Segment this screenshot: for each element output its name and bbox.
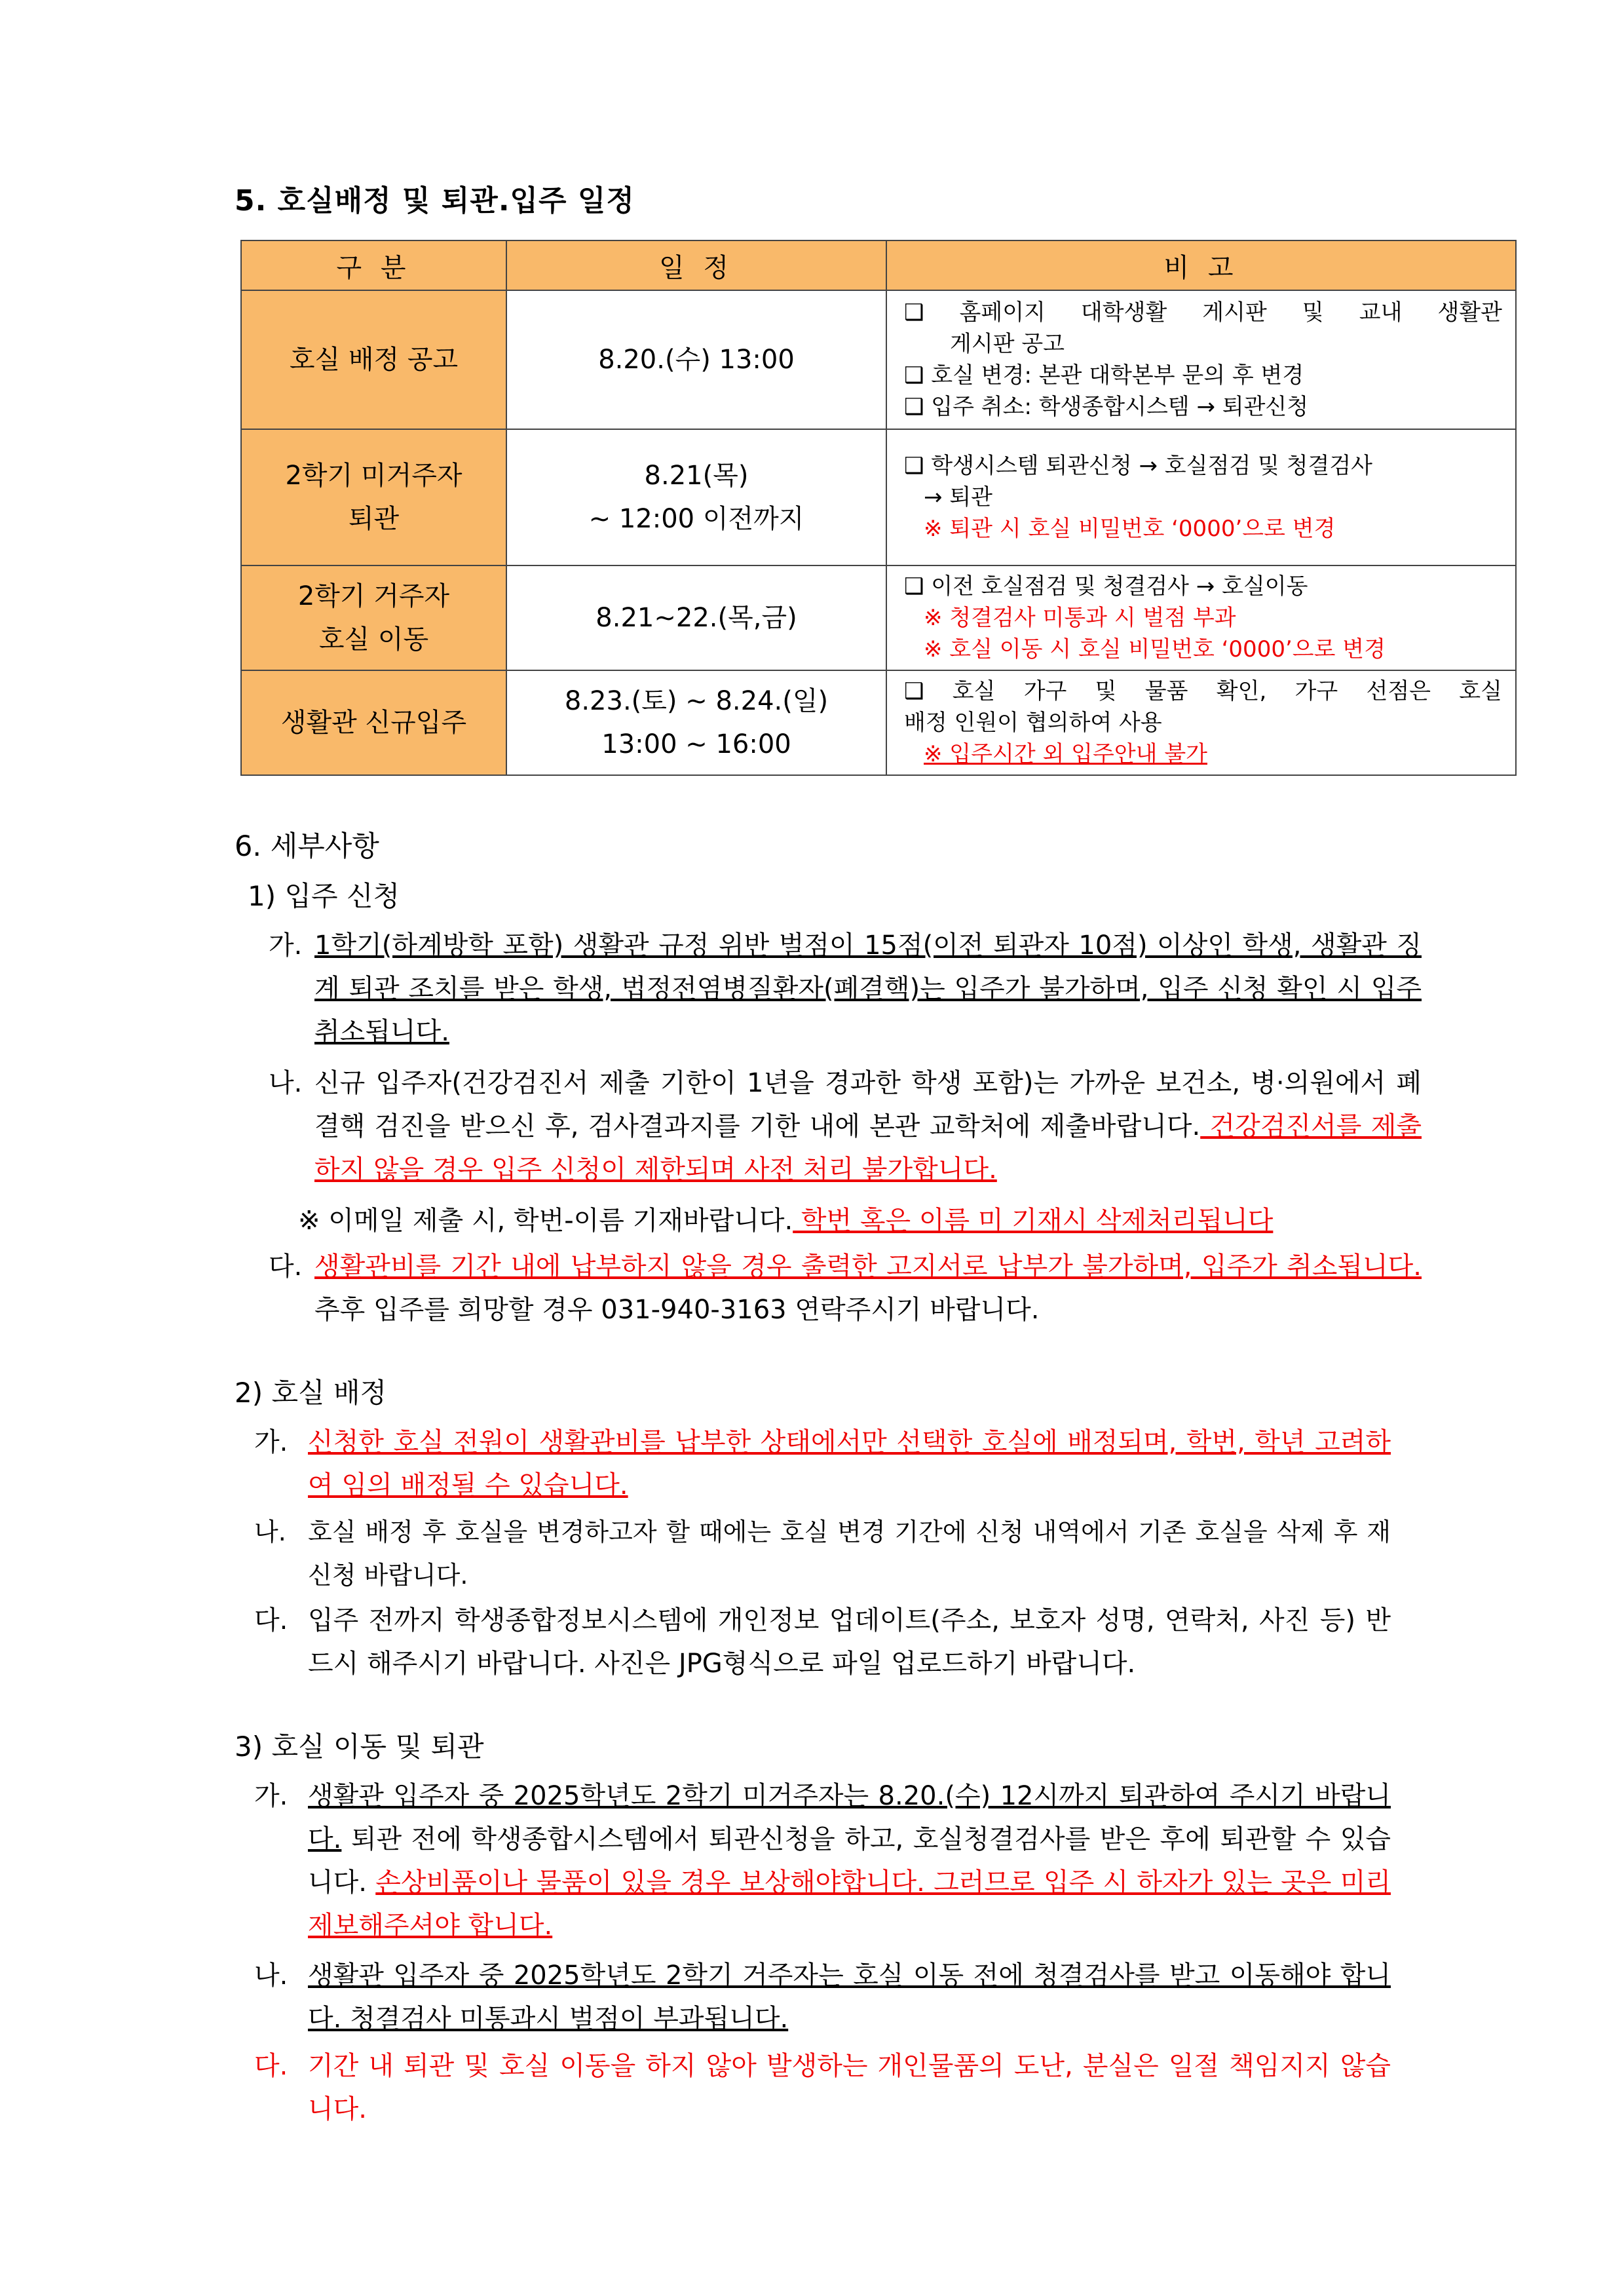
row-category: 호실 배정 공고 xyxy=(241,290,506,429)
item-text-part: 신규 입주자(건강검진서 제출 기한이 1년을 경과한 학생 포함)는 가까운 보건소, 병·의원에서 폐결핵 검진을 받으신 후, xyxy=(314,1068,1422,1141)
item-text: 1학기(하계방학 포함) 생활관 규정 위반 벌점이 15점(이전 퇴관자 10점) 이상인 학생, 생활관 징계 퇴관 조치를 받은 학생, 법정전염병질환자(폐결핵)는 입주가 불가하며, 입주 신청 확인 시 입주 취소됩니다. xyxy=(314,930,1422,1047)
header-remarks: 비 고 xyxy=(886,240,1516,290)
date-line: 8.23.(토) ~ 8.24.(일) xyxy=(564,686,829,716)
header-category: 구 분 xyxy=(241,240,506,290)
list-item xyxy=(254,1954,1391,2040)
category-line: 호실 이동 xyxy=(318,624,429,655)
item-text: 신청한 호실 전원이 생활관비를 납부한 상태에서만 선택한 호실에 배정되며, 학번, 학년 고려하여 임의 배정될 수 있습니다. xyxy=(308,1427,1391,1501)
item-label: 다. xyxy=(269,1252,303,1282)
item-text-part: 생활관 입주자 중 2025학년도 2학기 미거주자는 8.20.(수) 12시까지 퇴관하여 주시기 바랍니다. xyxy=(308,1781,1391,1854)
table-row xyxy=(241,429,1516,565)
table-row xyxy=(241,290,1516,429)
date-line: ~ 12:00 이전까지 xyxy=(588,504,804,534)
note-line: ❑ 학생시스템 퇴관신청 → 호실점검 및 청결검사 xyxy=(904,453,1373,479)
list-item xyxy=(254,1599,1391,1685)
date-line: 13:00 ~ 16:00 xyxy=(601,729,791,759)
note-line: 게시판 공고 xyxy=(950,331,1065,357)
note-line: → 퇴관 xyxy=(924,484,992,510)
subsection-title: 2) 호실 배정 xyxy=(235,1377,387,1409)
row-date: 8.21~22.(목,금) xyxy=(506,565,886,670)
item-label: 나. xyxy=(254,1961,288,1991)
note-line: ❑ 호실 가구 및 물품 확인, 가구 선점은 호실 xyxy=(904,678,1502,704)
row-category: 생활관 신규입주 xyxy=(241,670,506,775)
subsection-title: 1) 입주 신청 xyxy=(248,880,400,912)
email-note xyxy=(298,1199,1273,1242)
table-row xyxy=(241,565,1516,670)
row-date xyxy=(506,429,886,565)
row-category xyxy=(241,565,506,670)
item-text-part: 검사결과지를 기한 내에 본관 교학처에 제출바랍니다. xyxy=(588,1111,1201,1141)
item-text: 호실 배정 후 호실을 변경하고자 할 때에는 호실 변경 기간에 신청 내역에서 기존 호실을 삭제 후 재신청 바랍니다. xyxy=(308,1518,1391,1590)
header-schedule: 일 정 xyxy=(506,240,886,290)
row-notes xyxy=(886,670,1516,775)
item-text: 입주 전까지 학생종합정보시스템에 개인정보 업데이트(주소, 보호자 성명, 연락처, 사진 등) 반드시 해주시기 바랍니다. 사진은 JPG형식으로 파일 업로드하기 바랍니다. xyxy=(308,1605,1391,1679)
list-item xyxy=(269,1245,1422,1331)
list-item xyxy=(254,2044,1391,2131)
note-line: ※ 청결검사 미통과 시 벌점 부과 xyxy=(924,605,1236,631)
note-line: ※ 퇴관 시 호실 비밀번호 ‘0000’으로 변경 xyxy=(924,516,1336,542)
list-item xyxy=(254,1421,1391,1507)
item-label: 나. xyxy=(269,1068,303,1098)
category-line: 2학기 미거주자 xyxy=(285,461,463,491)
list-item xyxy=(254,1774,1391,1947)
note-line: ※ 호실 이동 시 호실 비밀번호 ‘0000’으로 변경 xyxy=(924,636,1386,662)
row-notes xyxy=(886,565,1516,670)
schedule-table xyxy=(240,240,1517,776)
item-label: 가. xyxy=(269,930,303,961)
item-label: 다. xyxy=(254,1605,288,1636)
item-text xyxy=(314,1062,1422,1191)
item-label: 가. xyxy=(254,1781,288,1811)
table-row xyxy=(241,670,1516,775)
row-date: 8.20.(수) 13:00 xyxy=(506,290,886,429)
item-label: 가. xyxy=(254,1427,288,1457)
category-line: 2학기 거주자 xyxy=(297,581,450,611)
note-line: ❑ 이전 호실점검 및 청결검사 → 호실이동 xyxy=(904,573,1308,600)
list-item xyxy=(269,924,1422,1054)
note-line: ❑ 입주 취소: 학생종합시스템 → 퇴관신청 xyxy=(904,394,1309,420)
row-notes xyxy=(886,429,1516,565)
row-date xyxy=(506,670,886,775)
row-category xyxy=(241,429,506,565)
date-line: 8.21(목) xyxy=(644,461,749,491)
item-text-part: 퇴관 전에 학생종합시스템에서 퇴관신청을 하고, 호실청결검사를 받은 후에 퇴관할 수 있습니다. xyxy=(308,1824,1391,1898)
item-text: 생활관 입주자 중 2025학년도 2학기 거주자는 호실 이동 전에 청결검사를 받고 이동해야 합니다. 청결검사 미통과시 벌점이 부과됩니다. xyxy=(308,1961,1391,2034)
item-text-warning: 건강검진서를 제출하지 않을 경우 입주 신청이 제한되며 사전 처리 불가합니다. xyxy=(314,1111,1422,1185)
item-text-warning: 생활관비를 기간 내에 납부하지 않을 경우 출력한 고지서로 납부가 불가하며, 입주가 취소됩니다. xyxy=(314,1252,1422,1282)
note-line: ❑ 홈페이지 대학생활 게시판 및 교내 생활관 xyxy=(904,299,1502,326)
item-text-warning: 손상비품이나 물품이 있을 경우 보상해야합니다. 그러므로 입주 시 하자가 있는 곳은 미리 제보해주셔야 합니다. xyxy=(308,1867,1391,1941)
note-line: 배정 인원이 협의하여 사용 xyxy=(904,710,1162,736)
note-text: ※ 이메일 제출 시, 학번-이름 기재바랍니다. xyxy=(298,1206,793,1236)
subsection-title: 3) 호실 이동 및 퇴관 xyxy=(235,1731,484,1763)
note-line: ❑ 호실 변경: 본관 대학본부 문의 후 변경 xyxy=(904,362,1304,389)
section6-title: 6. 세부사항 xyxy=(235,830,379,863)
item-label: 다. xyxy=(254,2051,288,2081)
note-warning: 학번 혹은 이름 미 기재시 삭제처리됩니다 xyxy=(793,1206,1274,1236)
item-label: 나. xyxy=(254,1518,286,1546)
item-text xyxy=(308,1774,1391,1947)
item-text: 기간 내 퇴관 및 호실 이동을 하지 않아 발생하는 개인물품의 도난, 분실은 일절 책임지지 않습니다. xyxy=(308,2051,1391,2124)
category-line: 퇴관 xyxy=(348,504,400,534)
list-item xyxy=(254,1510,1391,1597)
list-item xyxy=(269,1062,1422,1191)
item-text xyxy=(314,1245,1422,1331)
section5-title: 5. 호실배정 및 퇴관.입주 일정 xyxy=(235,184,635,218)
item-text-part: 추후 입주를 희망할 경우 031-940-3163 연락주시기 바랍니다. xyxy=(314,1295,1040,1325)
row-notes xyxy=(886,290,1516,429)
table-header-row xyxy=(241,240,1516,290)
note-line: ※ 입주시간 외 입주안내 불가 xyxy=(924,741,1208,767)
